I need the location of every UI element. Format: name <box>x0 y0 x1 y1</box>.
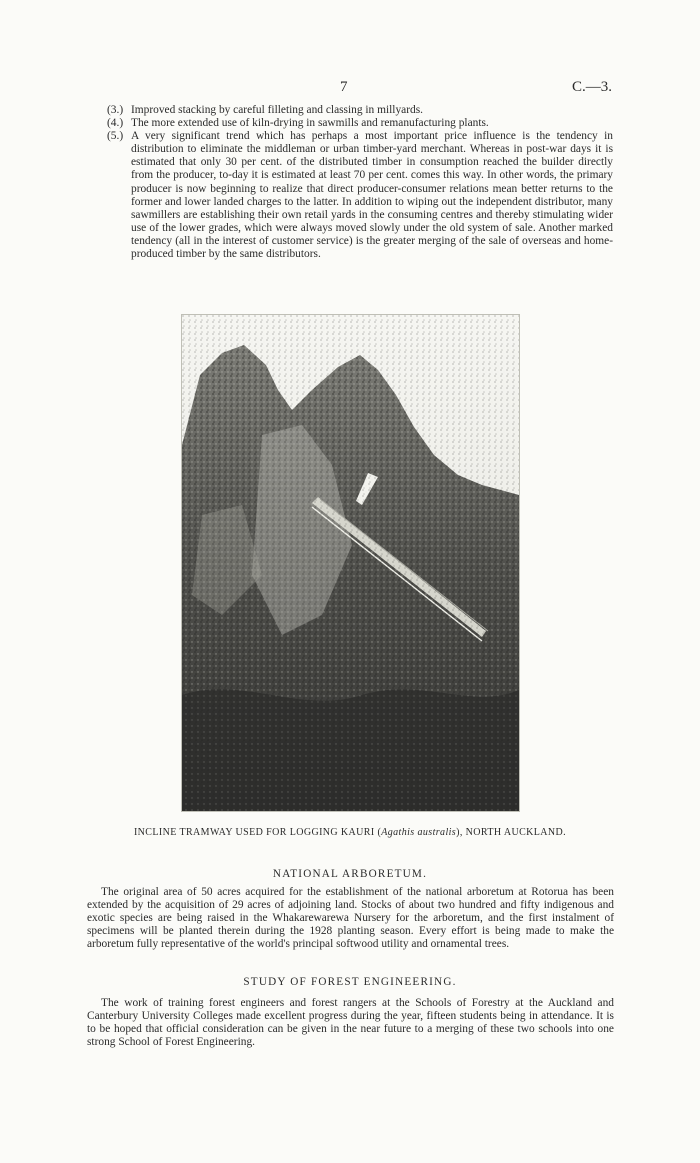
section-heading-forest-engineering: STUDY OF FOREST ENGINEERING. <box>243 976 457 988</box>
list-item <box>107 104 613 117</box>
mountain-photo-illustration <box>182 315 519 811</box>
list-item-text: A very significant trend which has perhaps a most important price influence is the tendency in distribution to eliminate the middleman or urban timber-yard merchant. Whereas in post-war days it is estimated that only 30 per cent. of the distributed timber in consumption reached the builder directly from the producer, to-day it is estimated at least 70 per cent. comes this way. In other words, the primary producer is now beginning to realize that direct producer-consumer relations mean better returns to the former and lower landed charges to the latter. In addition to wiping out the independent distributor, many sawmillers are establishing their own retail yards in the consuming centres and thereby stimulating wider use of the lower grades, which were always moved slowly under the old system of sale. Another marked tendency (all in the interest of customer service) is the greater merging of the sale of overseas and home-produced timber by the same distributors. <box>131 130 613 261</box>
caption-text: INCLINE TRAMWAY USED FOR LOGGING KAURI ( <box>133 827 382 838</box>
list-item-number: (5.) <box>107 130 124 143</box>
list-item-number: (3.) <box>107 104 124 116</box>
list-item-text: Improved stacking by careful filleting and classing in millyards. <box>131 104 423 116</box>
list-item-number: (4.) <box>107 117 124 130</box>
list-item <box>107 117 613 130</box>
section-heading-national-arboretum: NATIONAL ARBORETUM. <box>272 868 428 880</box>
list-item-text: The more extended use of kiln-drying in sawmills and remanufacturing plants. <box>131 117 489 130</box>
list-item <box>107 130 613 261</box>
section-paragraph-forest-engineering: The work of training forest engineers and forest rangers at the Schools of Forestry at the Auckland and Canterbury University Colleges made excellent progress during the year, fifteen students being in attendance. It is to be hoped that official consideration can be given in the near future to a merging of these two schools into one strong School of Forest Engineering. <box>87 997 614 1049</box>
section-paragraph-national-arboretum: The original area of 50 acres acquired for the establishment of the national arboretum at Rotorua has been extended by the acquisition of 29 acres of adjoining land. Stocks of about two hundred and fifty indigenous and exotic species are being raised in the Whakarewarewa Nursery for the arboretum, and the first instalment of specimens will be planted therein during the 1928 planting season. Every effort is being made to make the arboretum fully representative of the world's principal softwood utility and ornamental trees. <box>87 886 614 951</box>
page-number: 7 <box>340 79 348 95</box>
document-reference: C.—3. <box>571 79 612 95</box>
figure-caption <box>0 827 700 838</box>
numbered-list <box>107 104 613 261</box>
photograph-incline-tramway <box>181 314 520 812</box>
caption-text-end: ), NORTH AUCKLAND. <box>456 827 567 838</box>
caption-species-italic: Agathis australis <box>381 827 457 838</box>
